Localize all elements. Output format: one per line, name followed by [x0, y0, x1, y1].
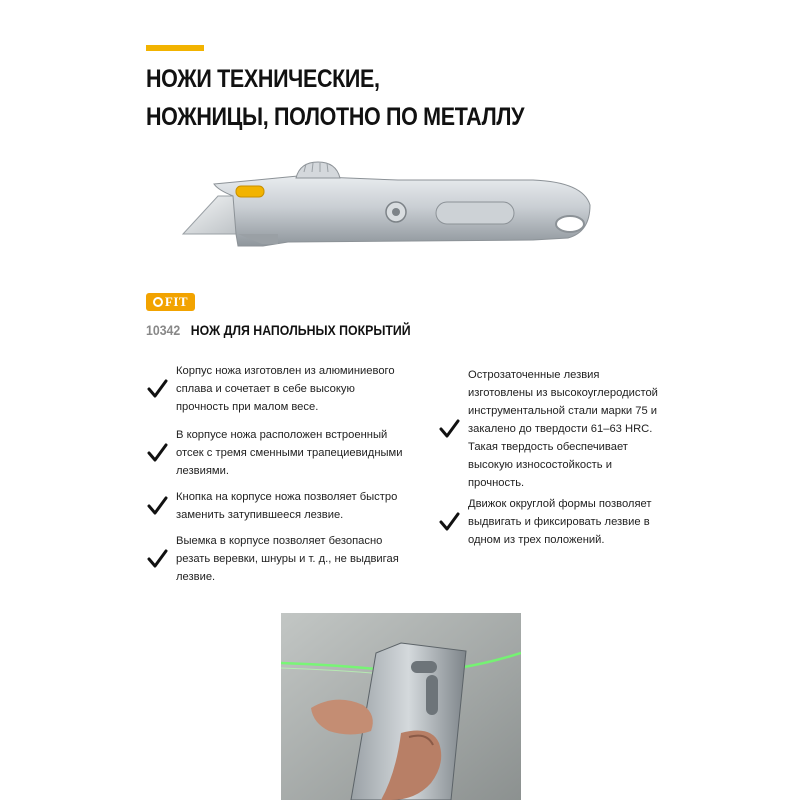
brand-mark-icon — [153, 297, 163, 307]
checkmark-icon — [146, 548, 168, 570]
feature-text: Острозаточенные лезвия изготовлены из высокоуглеродистой инструментальной стали марки 75 и закалено до твердости 61–63 HRC. Такая твердость обеспечивает высокую износостойкость и прочность. — [468, 369, 658, 489]
feature-item — [146, 362, 416, 416]
checkmark-icon — [146, 442, 168, 464]
product-name: НОЖ ДЛЯ НАПОЛЬНЫХ ПОКРЫТИЙ — [190, 322, 411, 338]
checkmark-icon — [438, 511, 460, 533]
feature-text: В корпусе ножа расположен встроенный отсек с тремя сменными трапециевидными лезвиями. — [176, 429, 403, 477]
checkmark-icon — [146, 495, 168, 517]
product-code: 10342 — [146, 322, 181, 338]
feature-item — [438, 495, 668, 549]
feature-text: Корпус ножа изготовлен из алюминиевого сплава и сочетает в себе высокую прочность при малом весе. — [176, 365, 395, 413]
title-line-2: НОЖНИЦЫ, ПОЛОТНО ПО МЕТАЛЛУ — [146, 103, 525, 131]
feature-item — [146, 532, 416, 586]
product-heading — [146, 322, 411, 338]
utility-knife-image — [178, 150, 598, 255]
feature-item — [438, 366, 668, 492]
feature-item — [146, 426, 416, 480]
accent-bar — [146, 45, 204, 51]
feature-text: Движок округлой формы позволяет выдвигать и фиксировать лезвие в одном из трех положений. — [468, 498, 652, 546]
usage-photo — [281, 613, 521, 800]
brand-logo-text: FIT — [164, 294, 189, 309]
feature-item — [146, 488, 416, 524]
checkmark-icon — [438, 418, 460, 440]
fit-brand-logo — [146, 293, 195, 311]
feature-text: Выемка в корпусе позволяет безопасно резать веревки, шнуры и т. д., не выдвигая лезвие. — [176, 535, 399, 583]
feature-text: Кнопка на корпусе ножа позволяет быстро заменить затупившееся лезвие. — [176, 491, 398, 521]
checkmark-icon — [146, 378, 168, 400]
title-line-1: НОЖИ ТЕХНИЧЕСКИЕ, — [146, 65, 380, 93]
page-title — [146, 60, 524, 136]
